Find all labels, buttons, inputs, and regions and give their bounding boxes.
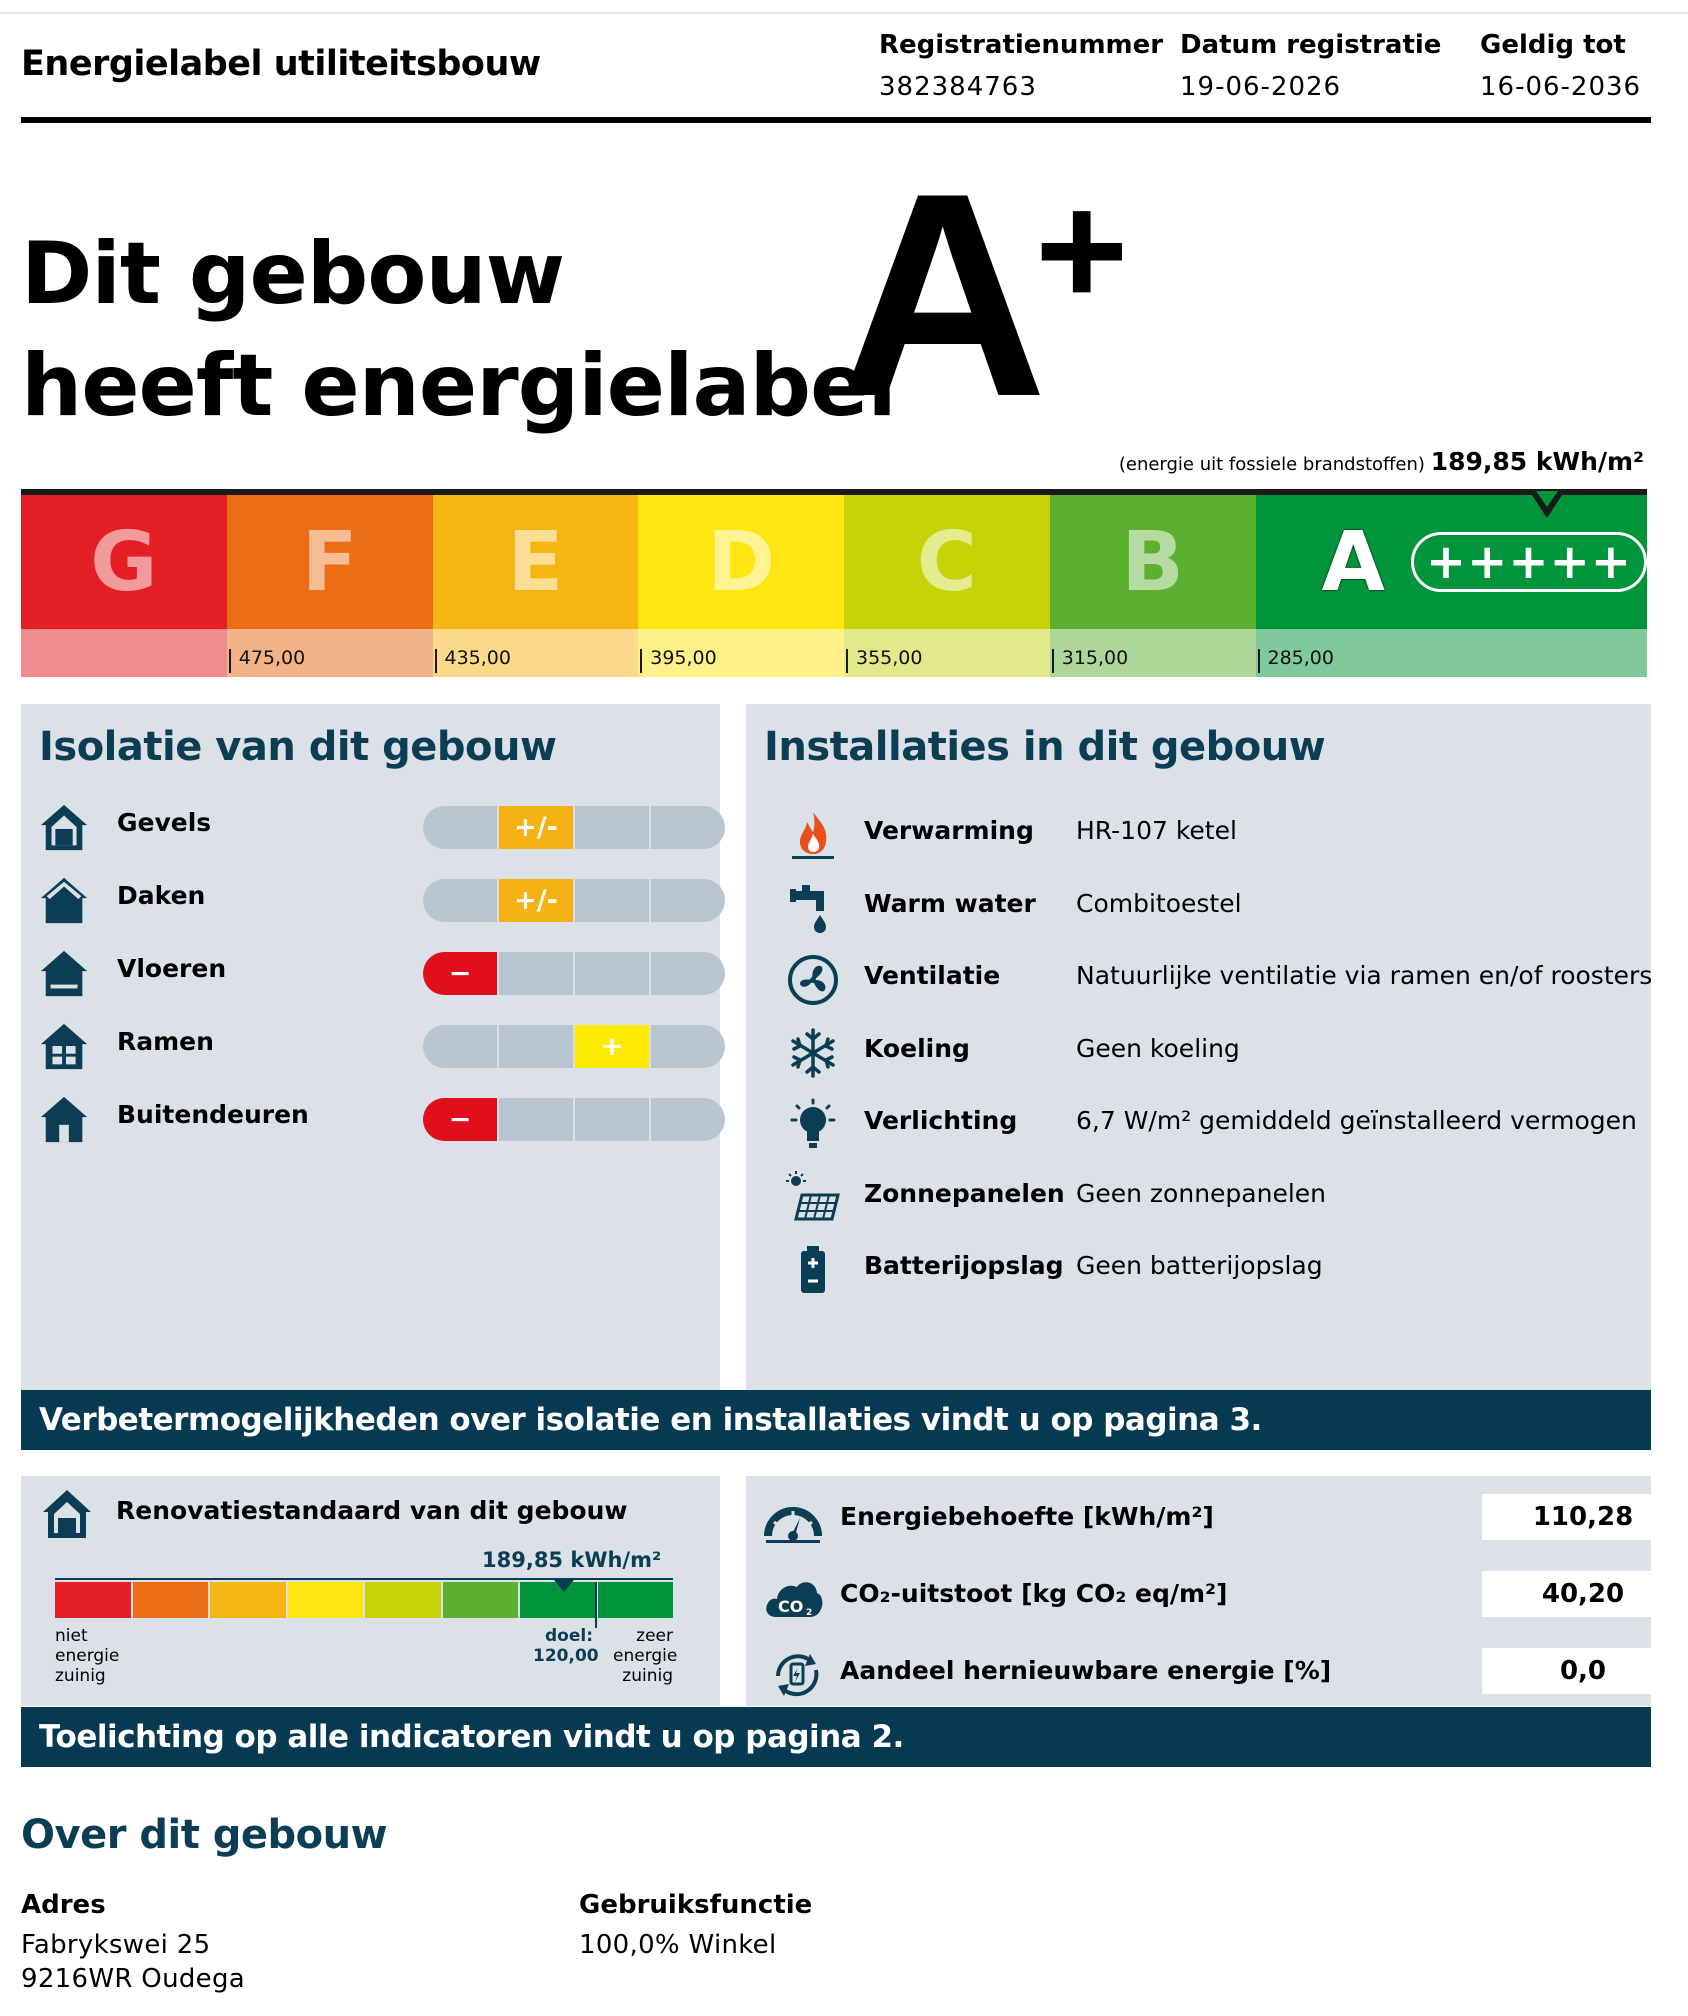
improvements-banner: Verbetermogelijkheden over isolatie en installaties vindt u op pagina 3. <box>21 1390 1651 1450</box>
renovation-marker-line <box>55 1578 673 1580</box>
solar-panel-icon <box>786 1171 840 1225</box>
insulation-title: Isolatie van dit gebouw <box>39 724 557 770</box>
threshold-tick <box>846 649 848 673</box>
scale-threshold-band <box>638 629 844 677</box>
insulation-rating-bar <box>423 1025 725 1068</box>
threshold-value: 395,00 <box>650 647 717 669</box>
fossil-energy-value: 189,85 kWh/m² <box>1430 447 1644 476</box>
scale-segment-band <box>1050 495 1256 629</box>
door-icon <box>39 1094 91 1146</box>
scale-segment-band <box>1256 495 1647 629</box>
insulation-row-buitendeuren <box>39 1088 719 1148</box>
fan-icon <box>786 953 840 1007</box>
installation-label: Warm water <box>864 888 1036 918</box>
insulation-rating-cell <box>575 879 651 922</box>
svg-text:CO: CO <box>778 1597 804 1616</box>
renovation-target-value: 120,00 <box>533 1646 599 1666</box>
gauge-icon <box>762 1492 824 1546</box>
installation-row-ventilatie <box>786 947 1686 1017</box>
insulation-rating-value: +/- <box>499 806 575 849</box>
registration-date-label: Datum registratie <box>1180 30 1442 60</box>
address-label: Adres <box>21 1890 106 1920</box>
insulation-rating-cell <box>651 1025 725 1068</box>
insulation-rating-cell <box>575 1098 651 1141</box>
scale-segment-band <box>844 495 1050 629</box>
scale-letter: B <box>1121 514 1184 610</box>
function-block <box>579 1890 812 1960</box>
scale-segment-c <box>844 495 1050 677</box>
installation-value: Geen koeling <box>1076 1033 1240 1063</box>
function-value: 100,0% Winkel <box>579 1930 777 1960</box>
house-icon <box>39 802 91 854</box>
valid-until-label: Geldig tot <box>1480 30 1626 60</box>
registration-date-block <box>1180 30 1441 102</box>
registration-number-block <box>879 30 1163 102</box>
indicator-value: 110,28 <box>1482 1494 1654 1540</box>
insulation-label: Vloeren <box>117 954 227 983</box>
threshold-tick <box>1052 649 1054 673</box>
headline-line1: Dit gebouw <box>21 224 565 324</box>
plus-rating-pill: +++++ <box>1411 532 1647 592</box>
insulation-rating-cell <box>499 952 575 995</box>
flame-icon <box>786 808 840 862</box>
scale-segment-band <box>433 495 639 629</box>
installation-row-warm-water <box>786 875 1686 945</box>
address-block <box>21 1890 245 1994</box>
roof-icon <box>39 875 91 927</box>
scale-segment-band <box>21 495 227 629</box>
installation-row-batterijopslag <box>786 1237 1686 1307</box>
insulation-rating-value: − <box>423 952 499 995</box>
insulation-rating-cell <box>651 952 725 995</box>
top-divider <box>0 12 1688 14</box>
indicator-row <box>762 1486 1642 1550</box>
fossil-energy-readout <box>1119 447 1644 476</box>
installation-value: Natuurlijke ventilatie via ramen en/of roosters <box>1076 961 1653 990</box>
scale-segment-f <box>227 495 433 677</box>
energy-label-scale <box>21 489 1647 677</box>
installation-value: Geen zonnepanelen <box>1076 1178 1326 1208</box>
valid-until-block <box>1480 30 1641 102</box>
headline-line2: heeft energielabel <box>21 336 896 436</box>
renovation-target-tick <box>595 1582 597 1628</box>
indicator-label: CO₂-uitstoot [kg CO₂ eq/m²] <box>840 1579 1228 1608</box>
insulation-row-gevels <box>39 796 719 856</box>
insulation-row-daken <box>39 869 719 929</box>
insulation-label: Ramen <box>117 1027 214 1056</box>
co2-cloud-icon <box>762 1569 824 1623</box>
scale-threshold-band <box>227 629 433 677</box>
installation-label: Koeling <box>864 1033 970 1063</box>
installations-panel <box>746 704 1651 1390</box>
threshold-value: 475,00 <box>238 647 306 669</box>
valid-until-value: 16-06-2036 <box>1480 72 1642 102</box>
installation-label: Verlichting <box>864 1106 1018 1135</box>
insulation-rating-bar <box>423 952 725 995</box>
insulation-label: Buitendeuren <box>117 1100 309 1129</box>
insulation-row-vloeren <box>39 942 719 1002</box>
threshold-value: 435,00 <box>444 647 511 669</box>
snowflake-icon <box>786 1026 840 1080</box>
renovation-left-label: niet energie zuinig <box>55 1626 120 1686</box>
insulation-rating-cell <box>651 806 725 849</box>
renovation-scale-bar <box>55 1582 673 1618</box>
address-line1: Fabrykswei 25 <box>21 1930 211 1960</box>
installation-value: Geen batterijopslag <box>1076 1251 1323 1280</box>
insulation-rating-bar <box>423 806 725 849</box>
installation-label: Verwarming <box>864 816 1034 845</box>
bulb-icon <box>786 1098 840 1152</box>
installation-value: Combitoestel <box>1076 888 1242 918</box>
scale-letter: E <box>507 514 564 610</box>
threshold-tick <box>435 649 437 673</box>
indicators-panel <box>746 1476 1651 1706</box>
fossil-energy-caption: (energie uit fossiele brandstoffen) <box>1118 454 1425 475</box>
scale-segment-b <box>1050 495 1256 677</box>
renovation-right-label: zeer energie zuinig <box>613 1626 678 1686</box>
threshold-value: 355,00 <box>856 647 923 669</box>
threshold-tick <box>1258 649 1260 673</box>
renovation-title: Renovatiestandaard van dit gebouw <box>116 1496 628 1525</box>
threshold-value: 315,00 <box>1061 647 1129 669</box>
threshold-tick <box>640 649 642 673</box>
insulation-rating-value: +/- <box>499 879 575 922</box>
indicator-value: 40,20 <box>1482 1571 1654 1617</box>
installation-row-verwarming <box>786 802 1686 872</box>
header-rule <box>21 117 1651 123</box>
scale-threshold-band <box>21 629 227 677</box>
house-icon <box>39 1486 95 1542</box>
scale-threshold-band <box>433 629 639 677</box>
installation-label: Ventilatie <box>864 961 1001 990</box>
installation-value: 6,7 W/m² gemiddeld geïnstalleerd vermogen <box>1076 1106 1637 1135</box>
scale-segment-d <box>638 495 844 677</box>
insulation-rating-cell <box>423 806 499 849</box>
indicator-label: Energiebehoefte [kWh/m²] <box>840 1502 1214 1531</box>
tap-icon <box>786 881 840 935</box>
insulation-rating-cell <box>575 806 651 849</box>
explanation-banner: Toelichting op alle indicatoren vindt u op pagina 2. <box>21 1707 1651 1767</box>
installation-label: Zonnepanelen <box>864 1178 1065 1208</box>
renovation-value: 189,85 kWh/m² <box>482 1548 662 1572</box>
scale-position-marker-inner <box>1536 491 1558 507</box>
floor-icon <box>39 948 91 1000</box>
indicator-value: 0,0 <box>1482 1648 1654 1694</box>
scale-letter: C <box>916 514 977 610</box>
installations-title: Installaties in dit gebouw <box>764 724 1326 770</box>
energy-label-letter: A <box>838 133 1048 457</box>
indicator-row <box>762 1640 1642 1704</box>
energy-label-plus: + <box>1035 160 1129 339</box>
renewable-icon <box>762 1646 824 1700</box>
insulation-label: Gevels <box>117 808 212 837</box>
scale-letter: A <box>1321 514 1385 610</box>
scale-threshold-band <box>844 629 1050 677</box>
installation-value: HR-107 ketel <box>1076 816 1237 845</box>
svg-text:2: 2 <box>806 1608 813 1618</box>
indicator-label: Aandeel hernieuwbare energie [%] <box>840 1656 1332 1685</box>
threshold-value: 285,00 <box>1267 647 1334 669</box>
insulation-row-ramen <box>39 1015 719 1075</box>
scale-letter: F <box>301 514 358 610</box>
insulation-rating-cell <box>575 952 651 995</box>
renovation-marker <box>554 1580 574 1592</box>
threshold-tick <box>229 649 231 673</box>
scale-segment-band <box>227 495 433 629</box>
insulation-rating-value: − <box>423 1098 499 1141</box>
insulation-rating-cell <box>651 879 725 922</box>
scale-segment-a <box>1256 495 1647 677</box>
scale-threshold-band <box>1256 629 1647 677</box>
registration-date-value: 19-06-2026 <box>1180 72 1342 102</box>
battery-icon <box>786 1243 840 1297</box>
scale-segment-e <box>433 495 639 677</box>
scale-segment-g <box>21 495 227 677</box>
insulation-rating-cell <box>499 1098 575 1141</box>
insulation-rating-cell <box>651 1098 725 1141</box>
registration-number-label: Registratienummer <box>879 30 1164 60</box>
renovation-panel <box>21 1476 720 1706</box>
insulation-rating-bar <box>423 879 725 922</box>
address-line2: 9216WR Oudega <box>21 1964 245 1994</box>
insulation-rating-bar <box>423 1098 725 1141</box>
installation-label: Batterijopslag <box>864 1251 1064 1280</box>
about-title: Over dit gebouw <box>21 1812 388 1858</box>
installation-row-verlichting <box>786 1092 1686 1162</box>
scale-letter: G <box>90 514 158 610</box>
scale-letter: D <box>707 514 776 610</box>
renovation-target <box>533 1626 599 1666</box>
scale-segment-band <box>638 495 844 629</box>
insulation-rating-cell <box>499 1025 575 1068</box>
indicator-row <box>762 1563 1642 1627</box>
installation-row-zonnepanelen <box>786 1165 1686 1235</box>
document-title: Energielabel utiliteitsbouw <box>21 44 541 84</box>
registration-number-value: 382384763 <box>879 72 1037 102</box>
insulation-label: Daken <box>117 881 206 910</box>
insulation-rating-cell <box>423 1025 499 1068</box>
insulation-panel <box>21 704 720 1390</box>
scale-threshold-band <box>1050 629 1256 677</box>
insulation-rating-cell <box>423 879 499 922</box>
renovation-target-label: doel: <box>544 1626 593 1646</box>
function-label: Gebruiksfunctie <box>579 1890 813 1920</box>
installation-row-koeling <box>786 1020 1686 1090</box>
headline <box>21 218 896 442</box>
insulation-rating-value: + <box>575 1025 651 1068</box>
window-icon <box>39 1021 91 1073</box>
